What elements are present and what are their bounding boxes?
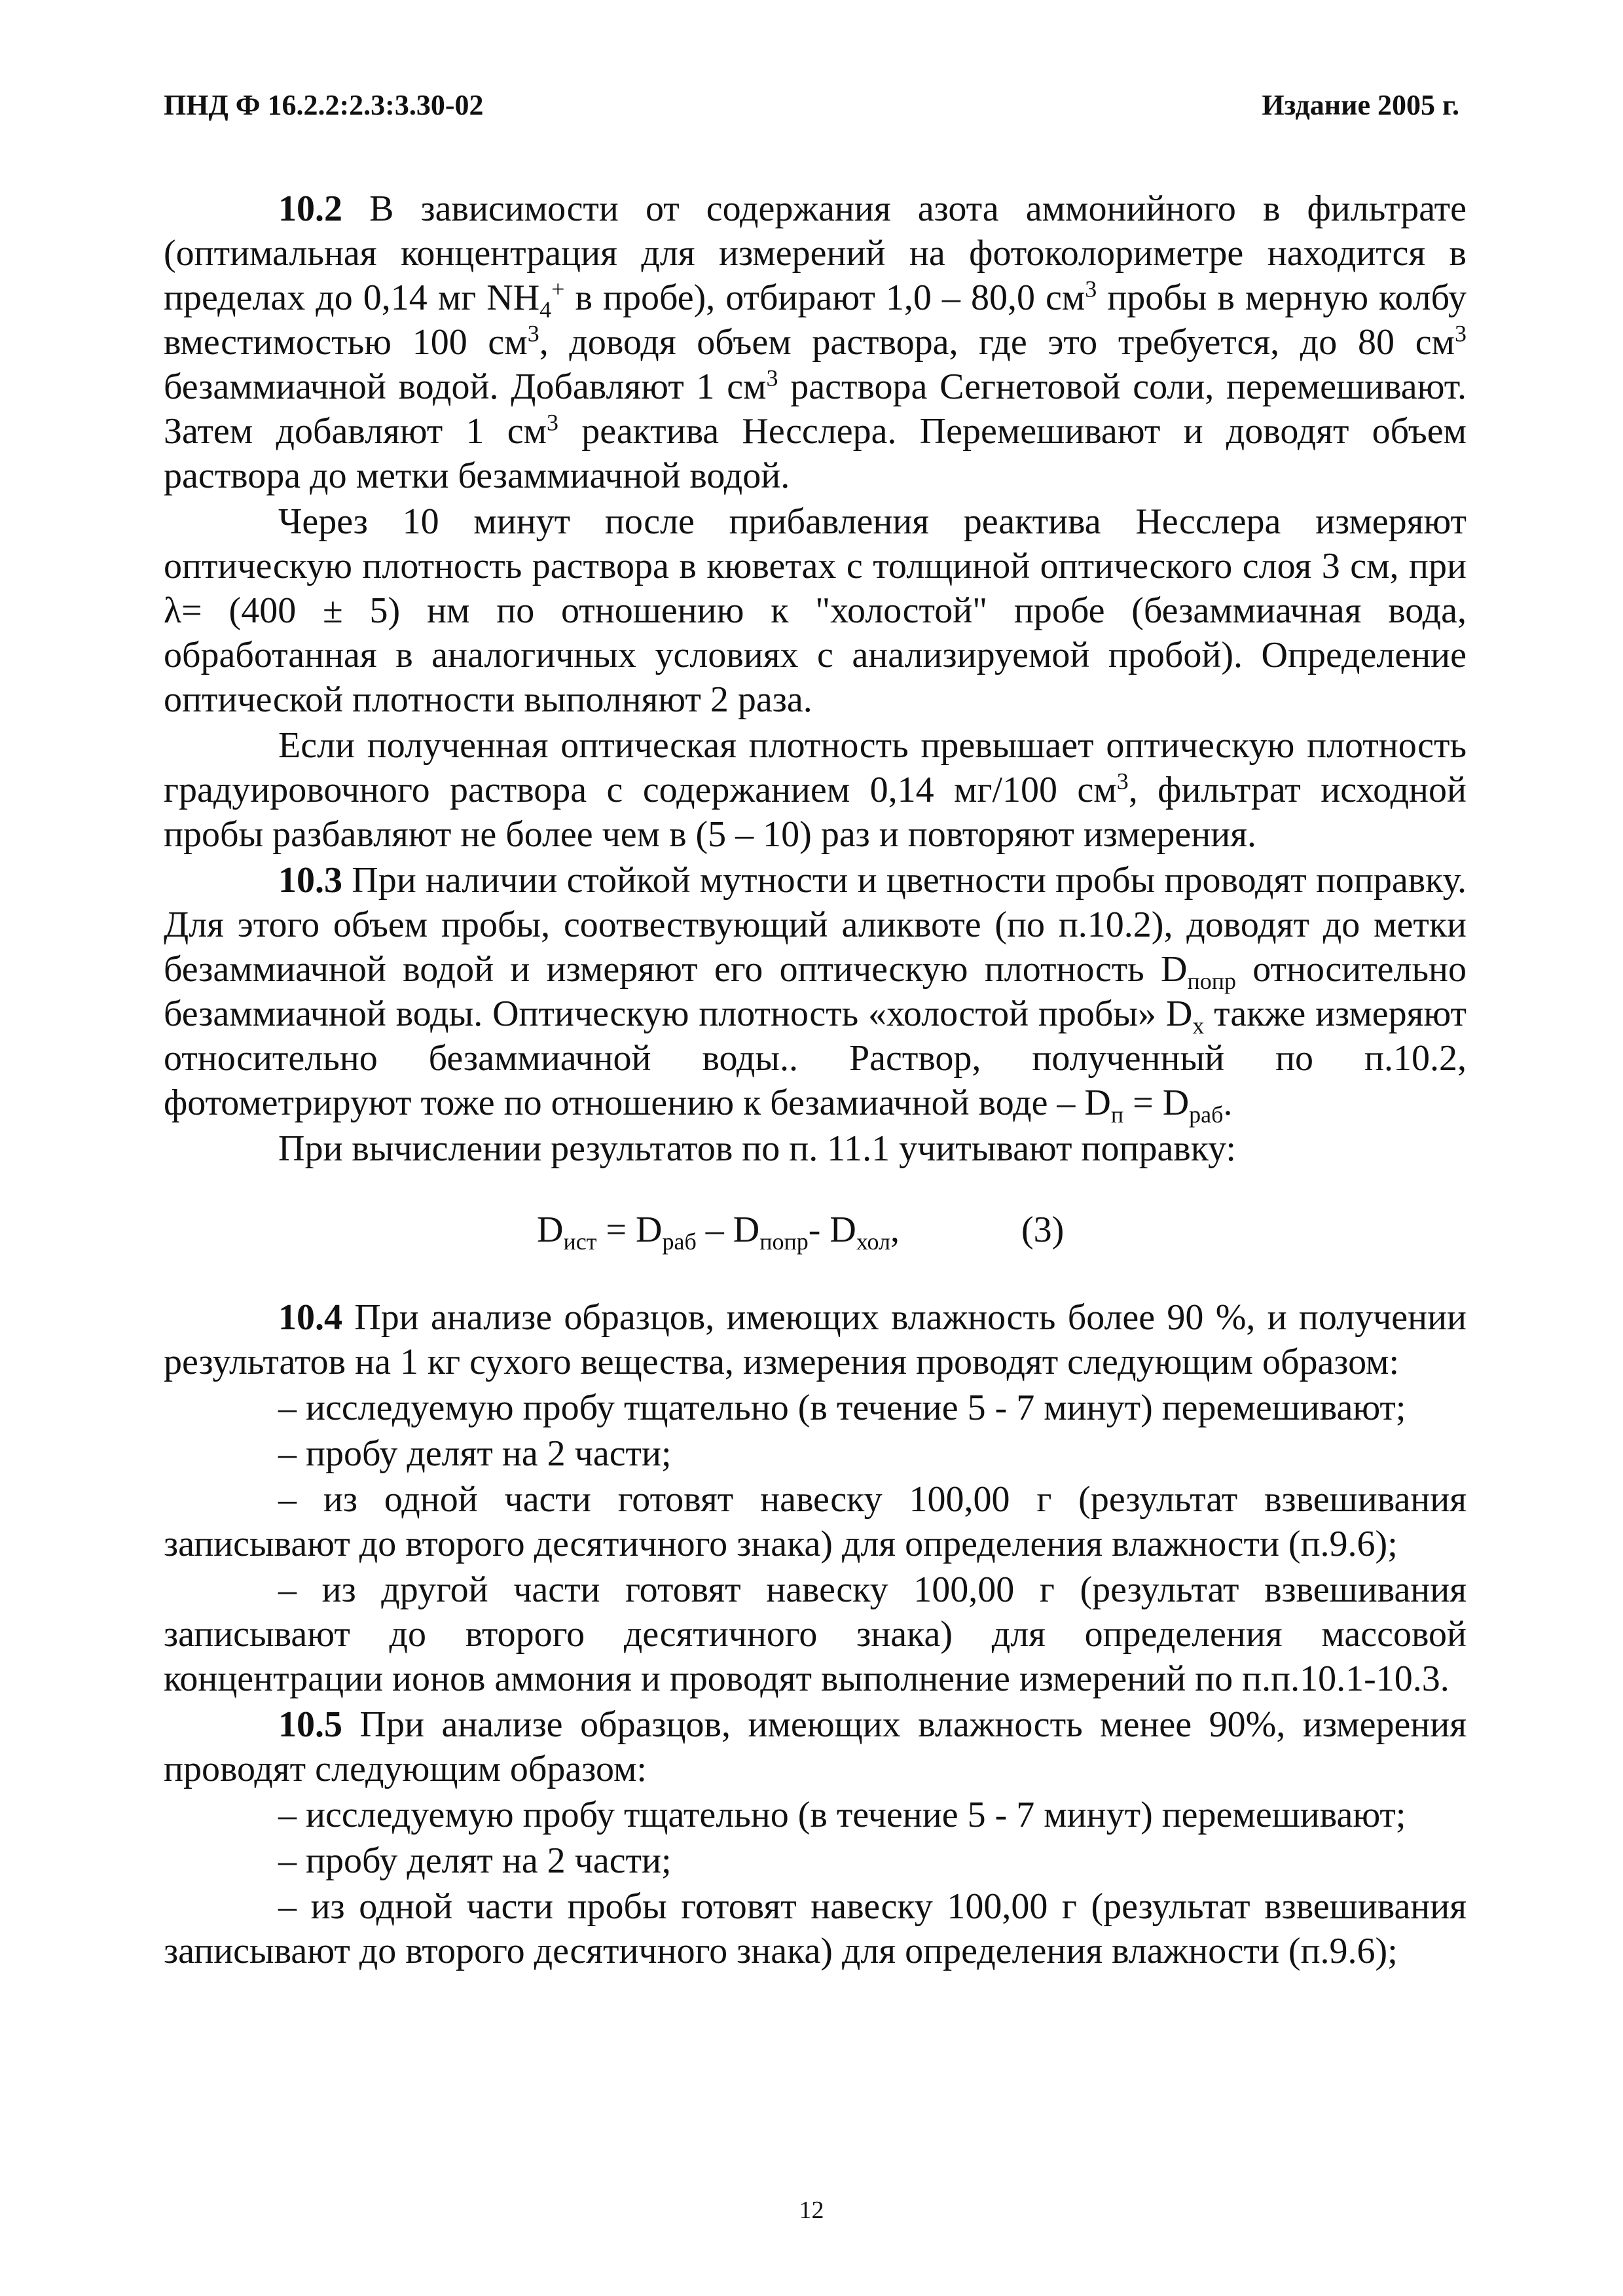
paragraph-text: В зависимости от содержания азота аммонийного в фильтрате (оптимальная концентрация для измерений на фотоколориметре находится в пределах до 0,14 мг NH	[164, 188, 1467, 318]
formula-part: D	[537, 1210, 564, 1250]
paragraph-text: Если полученная оптическая плотность превышает оптическую плотность градуировочного раствора с содержанием 0,14 мг/100 см	[164, 725, 1467, 810]
paragraph-text: также измеряют относительно безаммиачной воды.. Раствор, полученный по п.10.2, фотометрируют тоже по отношению к безамиачной воде – D	[164, 994, 1467, 1123]
list-item: – из одной части пробы готовят навеску 100,00 г (результат взвешивания записывают до второго десятичного знака) для определения влажности (п.9.6);	[164, 1886, 1467, 1971]
subscript: 4	[539, 296, 552, 323]
paragraph-calculation: При вычислении результатов по п. 11.1 учитывают поправку:	[278, 1128, 1236, 1169]
list-item: – из другой части готовят навеску 100,00 г (результат взвешивания записывают до второго десятичного знака) для определения массовой концентрации ионов аммония и проводят выполнение измерений по п.п.10.1-10.3.	[164, 1570, 1467, 1699]
paragraph-text: безаммиачной водой. Добавляют 1 см	[164, 367, 767, 407]
paragraph-text: При наличии стойкой мутности и цветности пробы проводят поправку. Для этого объем пробы, соотвествующий аликвоте (по п.10.2), доводят до метки безаммиачной водой и измеряют его оптическую плотность D	[164, 860, 1467, 990]
formula-expression	[537, 1208, 900, 1255]
superscript: 3	[527, 320, 539, 347]
paragraph-text: При анализе образцов, имеющих влажность более 90 %, и получении результатов на 1 кг сухого вещества, измерения проводят следующим образом:	[164, 1297, 1467, 1382]
paragraph-text: в пробе), отбирают 1,0 – 80,0 см	[564, 278, 1085, 318]
subscript: ист	[563, 1229, 597, 1255]
superscript: 3	[1455, 320, 1467, 347]
subscript: п	[1110, 1102, 1124, 1128]
section-10-2	[164, 187, 1467, 498]
superscript: 3	[1116, 768, 1129, 795]
paragraph-text: = D	[1123, 1083, 1190, 1123]
formula-part: - D	[808, 1210, 856, 1250]
formula-part: – D	[696, 1210, 760, 1250]
paragraph-text: раствора Сегнетовой соли, перемешивают. Затем добавляют 1 см	[164, 367, 1467, 452]
superscript: +	[551, 276, 565, 302]
formula-part: ,	[890, 1210, 900, 1250]
formula-3	[164, 1191, 1467, 1269]
paragraph-nessler: Через 10 минут после прибавления реактива Несслера измеряют оптическую плотность раствора в кюветах с толщиной оптического слоя 3 см, при λ= (400 ± 5) нм по отношению к "холостой" пробе (безаммиачная вода, обработанная в аналогичных условиях с анализируемой пробой). Определение оптической плотности выполняют 2 раза.	[164, 501, 1467, 720]
section-10-5	[164, 1702, 1467, 1791]
subscript: раб	[1189, 1102, 1224, 1128]
list-item: – пробу делят на 2 части;	[278, 1840, 672, 1881]
list-item: – исследуемую пробу тщательно (в течение 5 - 7 минут) перемешивают;	[278, 1795, 1406, 1835]
subscript: х	[1192, 1013, 1205, 1039]
section-number: 10.5	[278, 1704, 342, 1745]
paragraph-text: реактива Несслера. Перемешивают и доводят объем раствора до метки безаммиачной водой.	[164, 411, 1467, 496]
paragraph-dilution	[164, 723, 1467, 857]
superscript: 3	[547, 409, 559, 436]
paragraph-text: .	[1223, 1083, 1233, 1123]
superscript: 3	[766, 365, 778, 391]
formula-part: = D	[596, 1210, 663, 1250]
section-number: 10.2	[278, 188, 342, 229]
paragraph-text: пробы в мерную колбу вместимостью 100 см	[164, 278, 1467, 363]
section-10-4	[164, 1295, 1467, 1384]
formula-number: (3)	[1021, 1210, 1065, 1250]
document-body	[164, 187, 1467, 1975]
list-item: – из одной части готовят навеску 100,00 г (результат взвешивания записывают до второго десятичного знака) для определения влажности (п.9.6);	[164, 1479, 1467, 1564]
subscript: раб	[662, 1229, 697, 1255]
section-number: 10.3	[278, 860, 342, 901]
paragraph-text: При анализе образцов, имеющих влажность менее 90%, измерения проводят следующим образом:	[164, 1704, 1467, 1789]
paragraph-text: , доводя объем раствора, где это требуется, до 80 см	[539, 322, 1455, 363]
subscript: попр	[759, 1229, 809, 1255]
list-item: – исследуемую пробу тщательно (в течение 5 - 7 минут) перемешивают;	[278, 1388, 1406, 1428]
paragraph-text: относительно безаммиачной воды. Оптическую плотность «холостой пробы» D	[164, 949, 1467, 1034]
paragraph-text: , фильтрат исходной пробы разбавляют не более чем в (5 – 10) раз и повторяют измерения.	[164, 770, 1467, 855]
subscript: попр	[1187, 968, 1236, 995]
list-item: – пробу делят на 2 части;	[278, 1433, 672, 1474]
superscript: 3	[1085, 276, 1097, 302]
page-header	[164, 88, 1459, 122]
document-code: ПНД Ф 16.2.2:2.3:3.30-02	[164, 89, 484, 121]
subscript: хол	[856, 1229, 890, 1255]
page-number: 12	[799, 2197, 824, 2224]
edition-label: Издание 2005 г.	[1262, 89, 1459, 121]
section-number: 10.4	[278, 1297, 342, 1338]
section-10-3	[164, 858, 1467, 1128]
